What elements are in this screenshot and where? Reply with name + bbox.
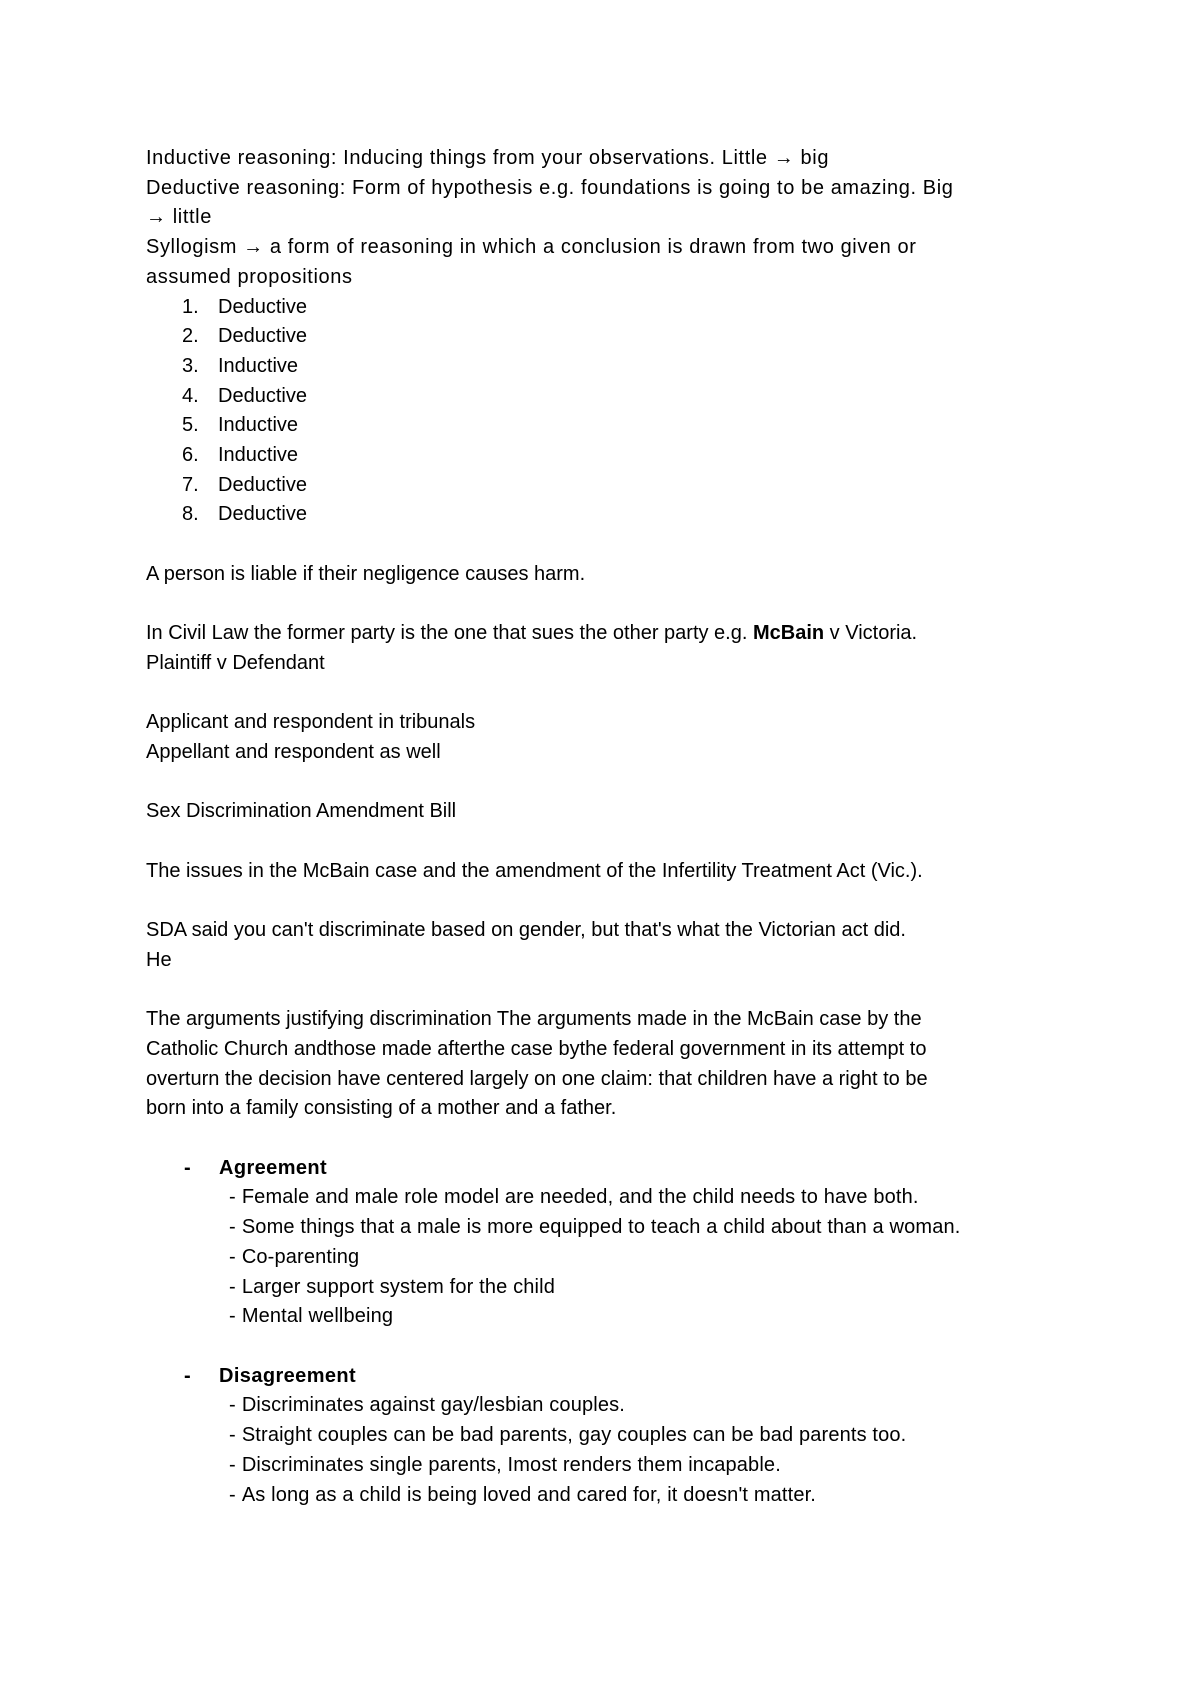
agreement-title: Agreement — [219, 1156, 328, 1179]
disagreement-section — [146, 1362, 1126, 1511]
syllogism-definition-line2: assumed propositions — [146, 265, 353, 288]
civil-law-prefix: In Civil Law the former party is the one that sues the other party e.g. — [146, 622, 753, 645]
spacer — [146, 768, 1126, 798]
spacer — [146, 679, 1126, 709]
list-number: 4. — [182, 384, 199, 407]
case-name-bold: McBain — [752, 622, 825, 645]
list-item-text: Mental wellbeing — [241, 1305, 394, 1328]
syllogism-definition-line1: Syllogism → a form of reasoning in which a conclusion is drawn from two given or — [146, 236, 917, 259]
sub-dash: - — [229, 1275, 236, 1298]
list-item — [146, 1302, 1126, 1332]
list-number: 5. — [182, 414, 199, 437]
sub-dash: - — [229, 1453, 236, 1476]
agreement-list — [146, 1183, 1126, 1332]
list-item-label: Inductive — [218, 444, 299, 467]
list-item-text: As long as a child is being loved and cared for, it doesn't matter. — [241, 1483, 817, 1506]
sda-line2: He — [146, 948, 172, 971]
list-item — [146, 322, 1126, 352]
list-item-text: Discriminates single parents, Imost renders them incapable. — [241, 1453, 781, 1476]
agreement-section — [146, 1154, 1126, 1332]
spacer — [146, 976, 1126, 1006]
list-item — [146, 382, 1126, 412]
arguments-line4: born into a family consisting of a mother and a father. — [146, 1097, 617, 1120]
list-item — [146, 1213, 1126, 1243]
parties-line2: Appellant and respondent as well — [146, 741, 441, 764]
disagreement-heading — [146, 1362, 1126, 1392]
list-item-label: Deductive — [218, 473, 307, 496]
list-item — [146, 352, 1126, 382]
list-item — [146, 1451, 1126, 1481]
list-item — [146, 1243, 1126, 1273]
list-item — [146, 411, 1126, 441]
spacer — [146, 827, 1126, 857]
list-number: 8. — [182, 503, 199, 526]
list-item-label: Deductive — [218, 384, 307, 407]
sub-dash: - — [229, 1424, 236, 1447]
civil-law-line1 — [146, 619, 1126, 649]
parties-line1: Applicant and respondent in tribunals — [146, 711, 476, 734]
list-item — [146, 1421, 1126, 1451]
bill-title: Sex Discrimination Amendment Bill — [146, 800, 457, 823]
bullet-dash: - — [184, 1364, 192, 1387]
list-item — [146, 293, 1126, 323]
list-number: 3. — [182, 354, 199, 377]
list-item-text: Larger support system for the child — [241, 1275, 555, 1298]
list-number: 2. — [182, 325, 199, 348]
list-item-label: Inductive — [218, 414, 299, 437]
deductive-definition-line2: → little — [146, 206, 212, 229]
disagreement-list — [146, 1391, 1126, 1510]
list-item-label: Deductive — [218, 503, 307, 526]
list-number: 7. — [182, 473, 199, 496]
spacer — [146, 530, 1126, 560]
agreement-heading — [146, 1154, 1126, 1184]
sub-dash: - — [229, 1305, 236, 1328]
disagreement-title: Disagreement — [219, 1364, 357, 1387]
issues-statement: The issues in the McBain case and the amendment of the Infertility Treatment Act (Vic.). — [146, 859, 923, 882]
sub-dash: - — [229, 1186, 236, 1209]
sub-dash: - — [229, 1483, 236, 1506]
sub-dash: - — [229, 1394, 236, 1417]
list-item-text: Female and male role model are needed, and the child needs to have both. — [241, 1186, 919, 1209]
list-item-text: Straight couples can be bad parents, gay couples can be bad parents too. — [241, 1424, 907, 1447]
answers-list — [146, 293, 1126, 531]
list-item — [146, 500, 1126, 530]
arguments-line3: overturn the decision have centered largely on one claim: that children have a right to be — [146, 1067, 928, 1090]
spacer — [146, 1332, 1126, 1362]
list-item — [146, 1391, 1126, 1421]
inductive-definition: Inductive reasoning: Inducing things from your observations. Little → big — [146, 147, 830, 169]
list-item — [146, 1183, 1126, 1213]
arguments-line2: Catholic Church andthose made afterthe case bythe federal government in its attempt to — [146, 1037, 927, 1060]
civil-law-line2: Plaintiff v Defendant — [146, 651, 325, 674]
sda-line1: SDA said you can't discriminate based on gender, but that's what the Victorian act did. — [146, 919, 906, 942]
document-page — [146, 144, 1126, 1510]
sub-dash: - — [229, 1216, 236, 1239]
list-number: 6. — [182, 444, 199, 467]
list-item-text: Co-parenting — [241, 1245, 360, 1268]
spacer — [146, 887, 1126, 917]
bullet-dash: - — [184, 1156, 192, 1179]
sub-dash: - — [229, 1245, 236, 1268]
list-item — [146, 471, 1126, 501]
list-item-label: Deductive — [218, 295, 307, 318]
list-item-label: Inductive — [218, 354, 299, 377]
spacer — [146, 590, 1126, 620]
spacer — [146, 1124, 1126, 1154]
list-item-label: Deductive — [218, 325, 307, 348]
list-item — [146, 441, 1126, 471]
deductive-definition-line1: Deductive reasoning: Form of hypothesis e.g. foundations is going to be amazing. Big — [146, 176, 954, 199]
list-item-text: Discriminates against gay/lesbian couples. — [241, 1394, 625, 1417]
civil-law-suffix: v Victoria. — [824, 622, 918, 645]
arguments-line1: The arguments justifying discrimination The arguments made in the McBain case by the — [146, 1008, 922, 1031]
list-item-text: Some things that a male is more equipped to teach a child about than a woman. — [241, 1216, 961, 1239]
list-number: 1. — [182, 295, 199, 318]
list-item — [146, 1273, 1126, 1303]
list-item — [146, 1481, 1126, 1511]
liability-statement: A person is liable if their negligence causes harm. — [146, 562, 586, 585]
